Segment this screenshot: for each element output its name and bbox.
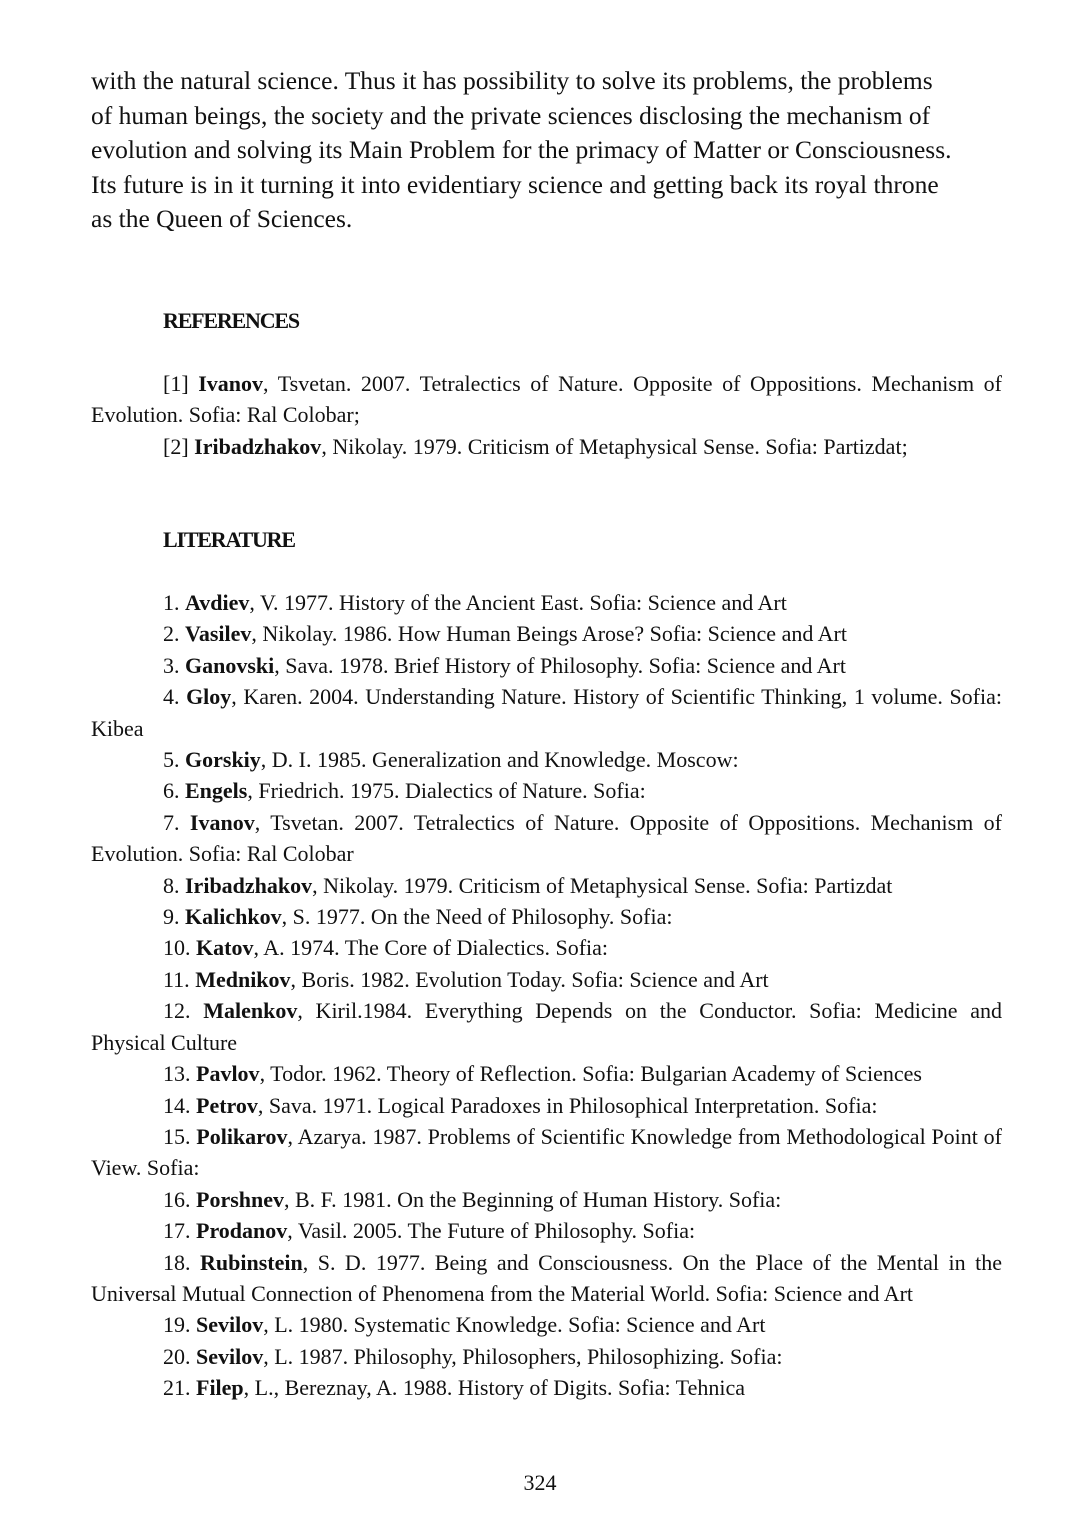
entry-details: , L. 1987. Philosophy, Philosophers, Philosophizing. Sofia: [263,1343,783,1369]
entry-details: , Karen. 2004. Understanding Nature. History of Scientific Thinking, 1 volume. Sofia: Kibea [91,684,1002,741]
entry-author: Filep [196,1375,244,1401]
entry-author: Ivanov [198,371,264,396]
entry-number: 20. [163,1343,196,1369]
entry-details: , Todor. 1962. Theory of Reflection. Sofia: Bulgarian Academy of Sciences [259,1061,922,1087]
intro-line: with the natural science. Thus it has possibility to solve its problems, the problems [91,66,933,95]
literature-entry [91,587,1002,618]
entry-number: 8. [163,872,185,898]
entry-number: 4. [163,684,187,710]
entry-author: Rubinstein [200,1249,303,1275]
intro-paragraph [91,64,1002,237]
entry-details: , A. 1974. The Core of Dialectics. Sofia: [253,935,609,961]
entry-author: Ganovski [185,652,275,678]
intro-line: as the Queen of Sciences. [91,204,353,233]
entry-details: , Vasil. 2005. The Future of Philosophy. Sofia: [287,1218,696,1244]
entry-author: Mednikov [195,966,291,992]
entry-number: 11. [163,966,196,992]
literature-entry [91,1215,1002,1246]
literature-entry [91,1309,1002,1340]
entry-number: 12. [163,998,204,1024]
entry-number: 9. [163,904,185,930]
entry-number: 6. [163,778,185,804]
entry-details: , V. 1977. History of the Ancient East. Sofia: Science and Art [249,590,787,615]
reference-entry [91,431,1002,462]
entry-details: , Boris. 1982. Evolution Today. Sofia: Science and Art [290,966,769,992]
intro-line: Its future is in it turning it into evidentiary science and getting back its royal throne [91,169,939,199]
entry-number: 18. [163,1249,200,1275]
entry-author: Gloy [186,684,232,710]
entry-author: Vasilev [185,621,252,647]
literature-entry [91,870,1002,901]
literature-entry [91,744,1002,775]
entry-number: [2] [163,433,195,459]
entry-number: 14. [163,1092,196,1118]
entry-details: , Sava. 1978. Brief History of Philosophy. Sofia: Science and Art [274,652,846,678]
intro-line: of human beings, the society and the private sciences disclosing the mechanism of [91,100,931,130]
entry-number: 21. [163,1375,196,1401]
entry-number: 7. [163,809,190,835]
entry-author: Iribadzhakov [185,872,313,898]
entry-details: , L., Bereznay, A. 1988. History of Digits. Sofia: Tehnica [243,1375,745,1401]
entry-author: Porshnev [196,1186,284,1212]
entry-author: Engels [185,778,248,804]
entry-number: 17. [163,1218,196,1244]
references-list [91,368,1002,462]
literature-list [91,587,1002,1404]
references-heading: REFERENCES [163,308,299,333]
literature-entry [91,681,1002,744]
entry-details: , Sava. 1971. Logical Paradoxes in Philosophical Interpretation. Sofia: [257,1092,878,1118]
entry-author: Pavlov [196,1061,260,1087]
entry-details: , S. D. 1977. Being and Consciousness. On the Place of the Mental in the Universal Mutual Connection of Phenomena from the Material World. Sofia: Science and Art [91,1249,1003,1306]
literature-entry [91,775,1002,806]
entry-author: Petrov [196,1092,258,1118]
entry-author: Polikarov [196,1123,288,1149]
entry-details: , Tsvetan. 2007. Tetralectics of Nature. Opposite of Oppositions. Mechanism of Evolution. Sofia: Ral Colobar; [91,371,1003,428]
literature-entry [91,995,1002,1058]
literature-entry [91,618,1002,649]
entry-details: , Kiril.1984. Everything Depends on the Conductor. Sofia: Medicine and Physical Culture [91,998,1003,1055]
literature-entry [91,964,1002,995]
entry-author: Sevilov [196,1343,264,1369]
entry-details: , Friedrich. 1975. Dialectics of Nature. Sofia: [247,778,646,804]
entry-details: , S. 1977. On the Need of Philosophy. Sofia: [281,904,673,930]
literature-entry [91,807,1002,870]
entry-author: Kalichkov [185,904,282,930]
entry-number: [1] [163,371,199,396]
entry-number: 3. [163,652,185,678]
entry-number: 10. [163,935,196,961]
page-number: 324 [523,1470,557,1495]
entry-author: Sevilov [196,1312,264,1338]
entry-author: Gorskiy [185,747,261,773]
entry-details: , D. I. 1985. Generalization and Knowledge. Moscow: [260,747,739,773]
entry-number: 2. [163,621,185,647]
entry-author: Ivanov [189,809,255,835]
entry-author: Iribadzhakov [194,433,322,459]
literature-entry [91,1058,1002,1089]
entry-number: 16. [163,1186,196,1212]
entry-details: , B. F. 1981. On the Beginning of Human History. Sofia: [284,1186,782,1212]
literature-entry [91,1121,1002,1184]
entry-details: , Tsvetan. 2007. Tetralectics of Nature. Opposite of Oppositions. Mechanism of Evolution. Sofia: Ral Colobar [91,809,1003,867]
entry-number: 13. [163,1061,196,1087]
entry-author: Katov [196,935,254,961]
entry-details: , Nikolay. 1979. Criticism of Metaphysical Sense. Sofia: Partizdat [312,872,893,898]
literature-entry [91,1247,1002,1310]
literature-entry [91,650,1002,681]
literature-entry [91,901,1002,932]
entry-details: , Azarya. 1987. Problems of Scientific Knowledge from Methodological Point of View. Sofia: [91,1123,1002,1181]
entry-details: , Nikolay. 1979. Criticism of Metaphysical Sense. Sofia: Partizdat; [321,433,908,459]
literature-entry [91,1184,1002,1215]
entry-author: Malenkov [203,998,298,1024]
entry-details: , L. 1980. Systematic Knowledge. Sofia: Science and Art [263,1312,766,1338]
entry-author: Prodanov [196,1218,288,1244]
entry-number: 19. [163,1312,196,1338]
entry-number: 15. [163,1123,197,1149]
entry-author: Avdiev [185,590,250,615]
intro-line: evolution and solving its Main Problem for the primacy of Matter or Consciousness. [91,135,952,164]
entry-number: 5. [163,747,185,773]
reference-entry [91,368,1002,431]
entry-details: , Nikolay. 1986. How Human Beings Arose? Sofia: Science and Art [251,621,847,647]
literature-entry [91,1372,1002,1403]
literature-heading: LITERATURE [163,527,295,552]
literature-entry [91,1341,1002,1372]
entry-number: 1. [163,590,185,615]
literature-entry [91,1090,1002,1121]
literature-entry [91,932,1002,963]
